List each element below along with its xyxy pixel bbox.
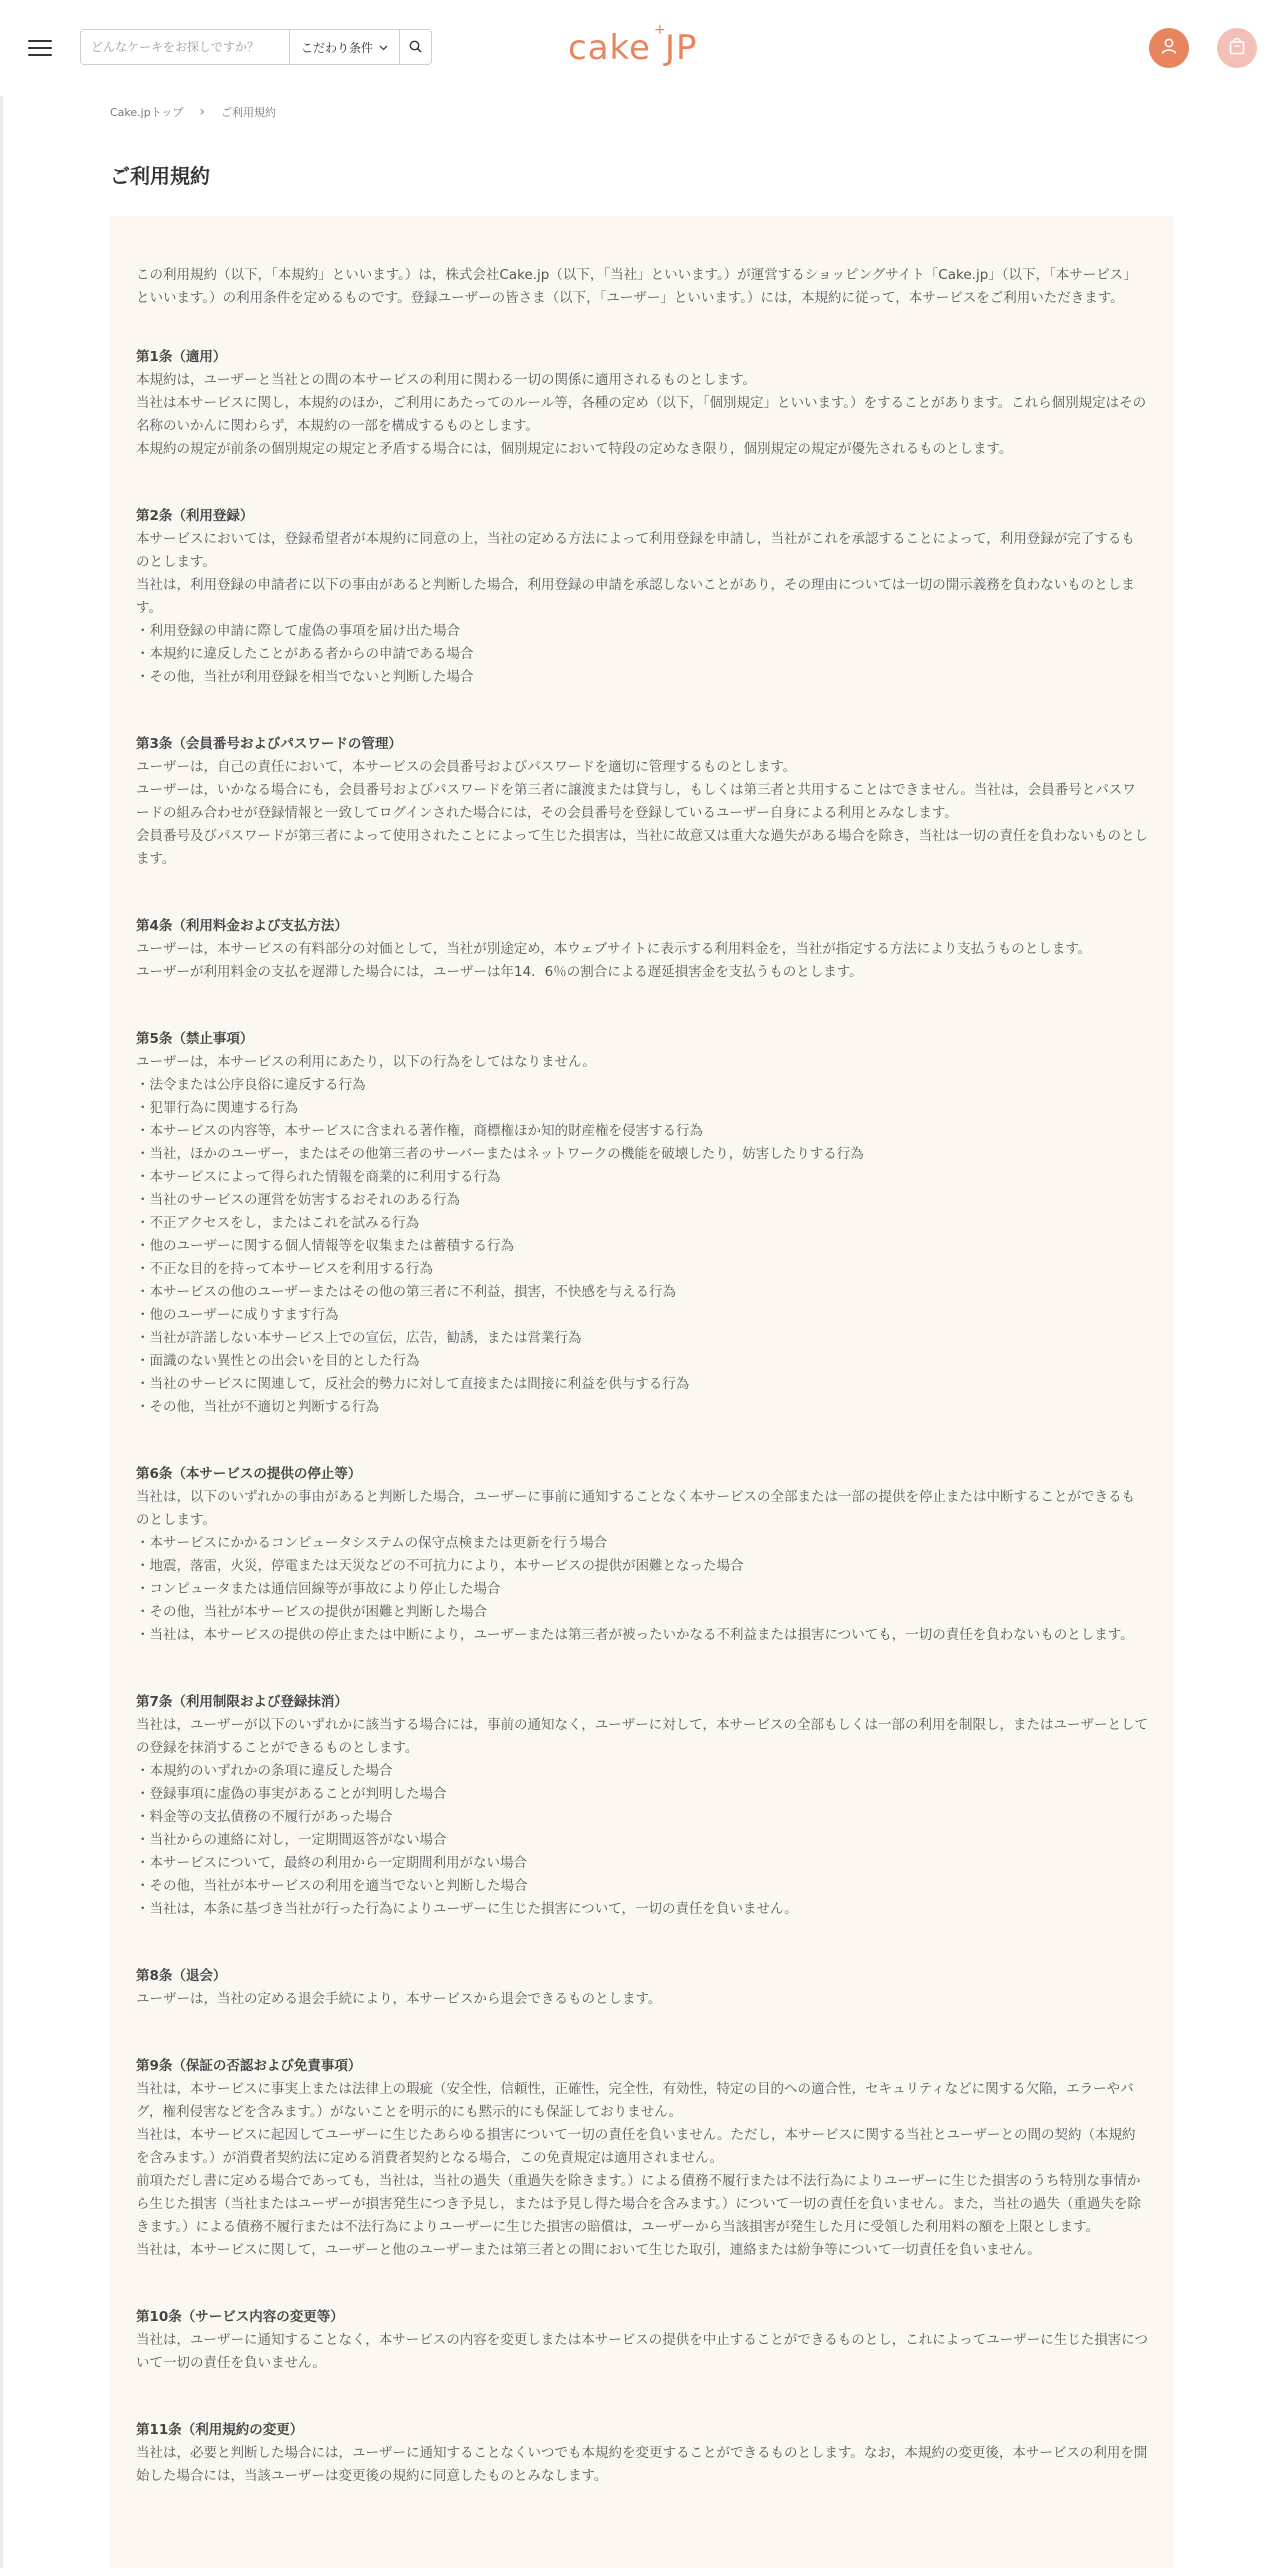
user-account-button[interactable] <box>1149 28 1189 68</box>
article-paragraph: ・料金等の支払債務の不履行があった場合 <box>136 1809 393 1825</box>
article-paragraph: ・利用登録の申請に際して虚偽の事項を届け出た場合 <box>136 623 460 639</box>
bag-icon <box>1229 37 1245 59</box>
article-title: 第11条（利用規約の変更） <box>136 2422 304 2438</box>
article-title: 第2条（利用登録） <box>136 508 254 524</box>
article-paragraph: ・当社からの連絡に対し，一定期間返答がない場合 <box>136 1832 447 1848</box>
article-paragraph: ・コンピュータまたは通信回線等が事故により停止した場合 <box>136 1581 501 1597</box>
article-10 <box>136 2306 1148 2375</box>
article-paragraph: ・不正な目的を持って本サービスを利用する行為 <box>136 1261 433 1277</box>
article-paragraph: ・面識のない異性との出会いを目的とした行為 <box>136 1353 420 1369</box>
breadcrumb-separator: › <box>199 104 205 120</box>
article-paragraph: ・当社のサービスに関連して，反社会的勢力に対して直接または間接に利益を供与する行為 <box>136 1376 690 1392</box>
article-paragraph: ・本サービスの内容等，本サービスに含まれる著作権，商標権ほか知的財産権を侵害する行為 <box>136 1123 703 1139</box>
logo-star: + <box>654 22 667 38</box>
search-icon <box>409 38 422 57</box>
article-paragraph: ・犯罪行為に関連する行為 <box>136 1100 298 1116</box>
article-paragraph: 当社は，本サービスに事実上または法律上の瑕疵（安全性，信頼性，正確性，完全性，有効性，特定の目的への適合性，セキュリティなどに関する欠陥，エラーやバグ，権利侵害などを含みます。）がないことを明示的にも黙示的にも保証しておりません。 <box>136 2081 1134 2120</box>
article-paragraph: ・当社，ほかのユーザー，またはその他第三者のサーバーまたはネットワークの機能を破壊したり，妨害したりする行為 <box>136 1146 864 1162</box>
site-header <box>0 0 1284 96</box>
article-6 <box>136 1463 1148 1647</box>
article-8 <box>136 1965 1148 2011</box>
article-paragraph: ユーザーは，自己の責任において，本サービスの会員番号およびパスワードを適切に管理するものとします。 <box>136 759 797 775</box>
cart-button[interactable] <box>1217 28 1257 68</box>
article-paragraph: ・本サービスの他のユーザーまたはその他の第三者に不利益，損害，不快感を与える行為 <box>136 1284 676 1300</box>
article-title: 第4条（利用料金および支払方法） <box>136 918 348 934</box>
article-paragraph: 当社は，利用登録の申請者に以下の事由があると判断した場合，利用登録の申請を承認しないことがあり，その理由については一切の開示義務を負わないものとします。 <box>136 577 1135 616</box>
article-list <box>136 346 1148 2488</box>
article-paragraph: ・本規約のいずれかの条項に違反した場合 <box>136 1763 393 1779</box>
article-paragraph: ・不正アクセスをし，またはこれを試みる行為 <box>136 1215 420 1231</box>
article-title: 第8条（退会） <box>136 1968 227 1984</box>
article-paragraph: 当社は，本サービスに起因してユーザーに生じたあらゆる損害について一切の責任を負いません。ただし，本サービスに関する当社とユーザーとの間の契約（本規約を含みます。）が消費者契約法に定める消費者契約となる場合，この免責規定は適用されません。 <box>136 2127 1136 2166</box>
article-paragraph: ・当社は，本サービスの提供の停止または中断により，ユーザーまたは第三者が被ったいかなる不利益または損害についても，一切の責任を負わないものとします。 <box>136 1627 1134 1643</box>
article-paragraph: 当社は，ユーザーが以下のいずれかに該当する場合には，事前の通知なく，ユーザーに対して，本サービスの全部もしくは一部の利用を制限し，またはユーザーとしての登録を抹消することができるものとします。 <box>136 1717 1148 1756</box>
article-title: 第1条（適用） <box>136 349 227 365</box>
breadcrumb-home-link[interactable]: Cake.jpトップ <box>110 106 184 119</box>
article-4 <box>136 915 1148 984</box>
article-paragraph: ・その他，当社が不適切と判断する行為 <box>136 1399 379 1415</box>
article-paragraph: ・他のユーザーに関する個人情報等を収集または蓄積する行為 <box>136 1238 514 1254</box>
article-paragraph: 当社は，本サービスに関して，ユーザーと他のユーザーまたは第三者との間において生じた取引，連絡または紛争等について一切責任を負いません。 <box>136 2242 1041 2258</box>
article-paragraph: ・本サービスによって得られた情報を商業的に利用する行為 <box>136 1169 501 1185</box>
filter-label: こだわり条件 <box>300 40 373 55</box>
search-button[interactable] <box>399 30 431 64</box>
logo-text: cake <box>568 28 651 68</box>
article-paragraph: ユーザーは，いかなる場合にも，会員番号およびパスワードを第三者に譲渡または貸与し，もしくは第三者と共用することはできません。当社は，会員番号とパスワードの組み合わせが登録情報と一致してログインされた場合には，その会員番号を登録しているユーザー自身による利用とみなします。 <box>136 782 1136 821</box>
article-1 <box>136 346 1148 461</box>
article-paragraph: ・その他，当社が本サービスの利用を適当でないと判断した場合 <box>136 1878 528 1894</box>
search-bar <box>80 29 432 65</box>
article-paragraph: ・本サービスにかかるコンピュータシステムの保守点検または更新を行う場合 <box>136 1535 608 1551</box>
article-paragraph: ・他のユーザーに成りすます行為 <box>136 1307 339 1323</box>
article-title: 第5条（禁止事項） <box>136 1031 254 1047</box>
article-2 <box>136 505 1148 689</box>
article-paragraph: 当社は，必要と判断した場合には，ユーザーに通知することなくいつでも本規約を変更することができるものとします。なお，本規約の変更後，本サービスの利用を開始した場合には，当該ユーザーは変更後の規約に同意したものとみなします。 <box>136 2445 1148 2484</box>
left-divider <box>0 96 3 2568</box>
article-7 <box>136 1691 1148 1921</box>
breadcrumb-current: ご利用規約 <box>220 106 276 119</box>
article-paragraph: 当社は，ユーザーに通知することなく，本サービスの内容を変更しまたは本サービスの提供を中止することができるものとし，これによってユーザーに生じた損害について一切の責任を負いません。 <box>136 2332 1148 2371</box>
article-paragraph: ・その他，当社が本サービスの提供が困難と判断した場合 <box>136 1604 487 1620</box>
article-paragraph: 前項ただし書に定める場合であっても，当社は，当社の過失（重過失を除きます。）による債務不履行または不法行為によりユーザーに生じた損害のうち特別な事情から生じた損害（当社またはユーザーが損害発生につき予見し，または予見し得た場合を含みます。）について一切の責任を負いません。また，当社の過失（重過失を除きます。）による債務不履行または不法行為によりユーザーに生じた損害の賠償は，ユーザーから当該損害が発生した月に受領した利用料の額を上限とします。 <box>136 2173 1141 2235</box>
article-paragraph: ・法令または公序良俗に違反する行為 <box>136 1077 366 1093</box>
site-logo[interactable] <box>568 22 698 68</box>
article-paragraph: ・地震，落雷，火災，停電または天災などの不可抗力により，本サービスの提供が困難となった場合 <box>136 1558 744 1574</box>
article-5 <box>136 1028 1148 1419</box>
terms-content <box>110 216 1174 2568</box>
article-9 <box>136 2055 1148 2262</box>
user-icon <box>1160 37 1178 59</box>
article-title: 第6条（本サービスの提供の停止等） <box>136 1466 362 1482</box>
article-paragraph: 本サービスにおいては，登録希望者が本規約に同意の上，当社の定める方法によって利用登録を申請し，当社がこれを承認することによって，利用登録が完了するものとします。 <box>136 531 1135 570</box>
article-title: 第7条（利用制限および登録抹消） <box>136 1694 348 1710</box>
article-paragraph: 当社は，以下のいずれかの事由があると判断した場合，ユーザーに事前に通知することなく本サービスの全部または一部の提供を停止または中断することができるものとします。 <box>136 1489 1135 1528</box>
page-title: ご利用規約 <box>110 164 210 188</box>
article-paragraph: 会員番号及びパスワードが第三者によって使用されたことによって生じた損害は，当社に故意又は重大な過失がある場合を除き，当社は一切の責任を負わないものとします。 <box>136 828 1148 867</box>
article-paragraph: 本規約の規定が前条の個別規定の規定と矛盾する場合には，個別規定において特段の定めなき限り，個別規定の規定が優先されるものとします。 <box>136 441 1013 457</box>
article-title: 第3条（会員番号およびパスワードの管理） <box>136 736 402 752</box>
logo-suffix: JP <box>664 28 698 68</box>
article-paragraph: ・当社のサービスの運営を妨害するおそれのある行為 <box>136 1192 460 1208</box>
article-paragraph: ユーザーは，本サービスの利用にあたり，以下の行為をしてはなりません。 <box>136 1054 596 1070</box>
terms-intro: この利用規約（以下，「本規約」といいます。）は，株式会社Cake.jp（以下，「当社」といいます。）が運営するショッピングサイト「Cake.jp」（以下，「本サービス」といいます。）の利用条件を定めるものです。登録ユーザーの皆さま（以下，「ユーザー」といいます。）には，本規約に従って，本サービスをご利用いただきます。 <box>136 267 1137 306</box>
article-paragraph: ・本サービスについて，最終の利用から一定期間利用がない場合 <box>136 1855 527 1871</box>
article-paragraph: ユーザーが利用料金の支払を遅滞した場合には，ユーザーは年14．6％の割合による遅延損害金を支払うものとします。 <box>136 964 863 980</box>
article-paragraph: ユーザーは，本サービスの有料部分の対価として，当社が別途定め，本ウェブサイトに表示する利用料金を，当社が指定する方法により支払うものとします。 <box>136 941 1092 957</box>
article-11 <box>136 2419 1148 2488</box>
filter-dropdown-button[interactable] <box>289 30 399 64</box>
article-title: 第10条（サービス内容の変更等） <box>136 2309 344 2325</box>
article-paragraph: ・その他，当社が利用登録を相当でないと判断した場合 <box>136 669 474 685</box>
article-paragraph: ・本規約に違反したことがある者からの申請である場合 <box>136 646 474 662</box>
article-3 <box>136 733 1148 871</box>
search-input[interactable] <box>81 30 289 64</box>
breadcrumb <box>110 104 276 120</box>
article-paragraph: 当社は本サービスに関し，本規約のほか，ご利用にあたってのルール等，各種の定め（以下，「個別規定」といいます。）をすることがあります。これら個別規定はその名称のいかんに関わらず，本規約の一部を構成するものとします。 <box>136 395 1147 434</box>
menu-icon[interactable] <box>28 40 52 58</box>
article-paragraph: 本規約は，ユーザーと当社との間の本サービスの利用に関わる一切の関係に適用されるものとします。 <box>136 372 756 388</box>
chevron-down-icon <box>379 40 388 54</box>
article-paragraph: ・当社が許諾しない本サービス上での宣伝，広告，勧誘，または営業行為 <box>136 1330 582 1346</box>
article-title: 第9条（保証の否認および免責事項） <box>136 2058 362 2074</box>
article-paragraph: ・当社は，本条に基づき当社が行った行為によりユーザーに生じた損害について，一切の責任を負いません。 <box>136 1901 798 1917</box>
article-paragraph: ・登録事項に虚偽の事実があることが判明した場合 <box>136 1786 447 1802</box>
article-paragraph: ユーザーは，当社の定める退会手続により，本サービスから退会できるものとします。 <box>136 1991 662 2007</box>
